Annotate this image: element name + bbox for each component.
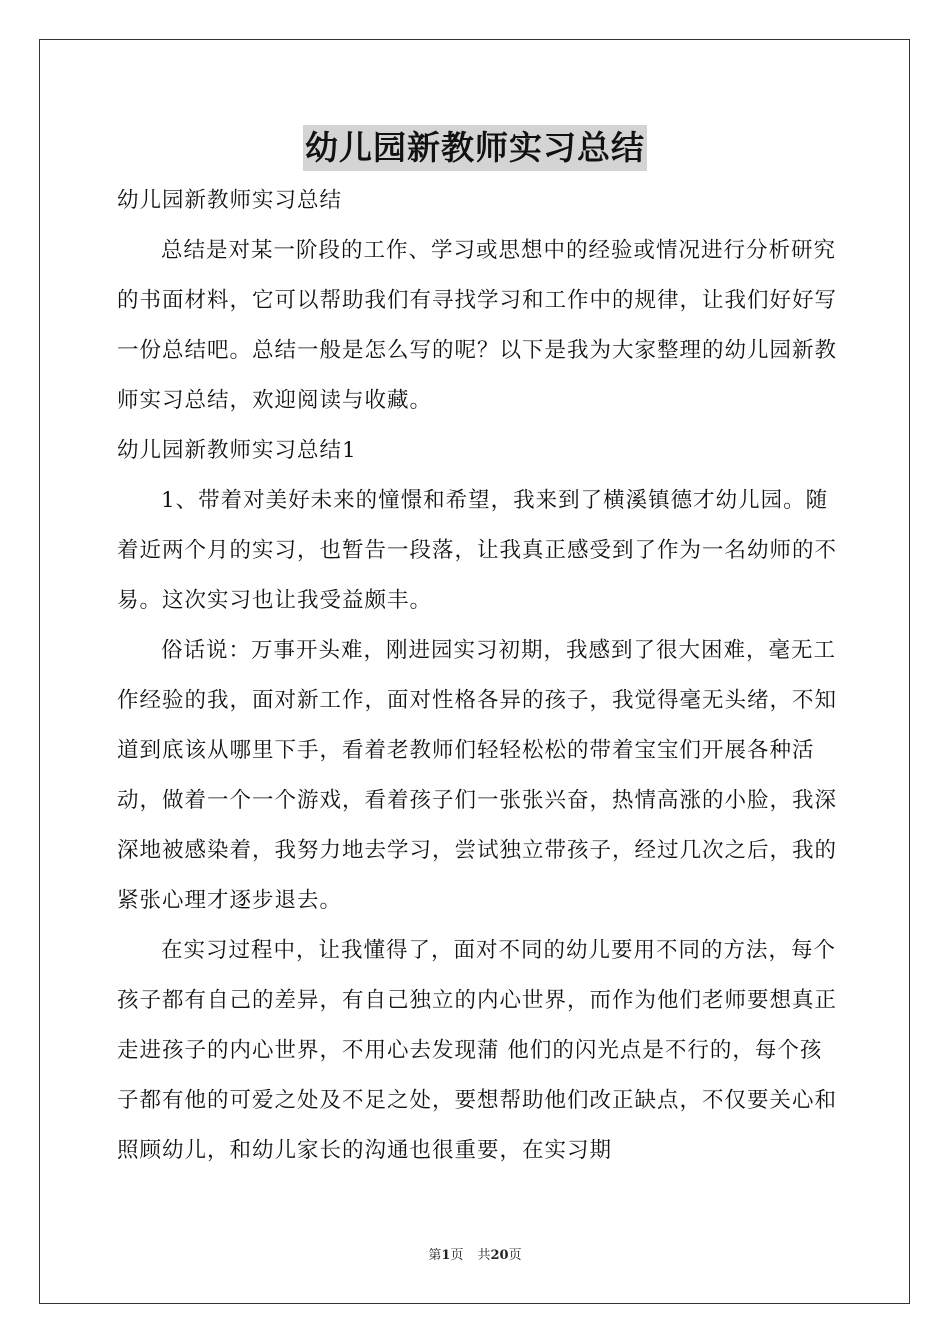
footer-page-suffix: 页 xyxy=(450,1248,464,1263)
footer-page-number: 1 xyxy=(441,1248,451,1263)
page-footer xyxy=(0,1247,950,1265)
paragraph-section-heading: 幼儿园新教师实习总结1 xyxy=(117,438,357,463)
footer-total-suffix: 页 xyxy=(508,1248,522,1263)
document-title xyxy=(0,124,950,172)
paragraph-body-3: 在实习过程中，让我懂得了，面对不同的幼儿要用不同的方法，每个孩子都有自己的差异，有自己独立的内心世界，而作为他们老师要想真正走进孩子的内心世界，不用心去发现蒲 他们的闪光点是不行的，每个孩子都有他的可爱之处及不足之处，要想帮助他们改正缺点，不仅要关心和照顾幼儿，和幼儿家长的沟通也很重要，在实习期 xyxy=(117,938,838,1163)
paragraph-subtitle: 幼儿园新教师实习总结 xyxy=(117,188,343,213)
document-title-text: 幼儿园新教师实习总结 xyxy=(303,125,647,171)
paragraph-body-2: 俗话说：万事开头难，刚进园实习初期，我感到了很大困难，毫无工作经验的我，面对新工作，面对性格各异的孩子，我觉得毫无头绪，不知道到底该从哪里下手，看着老教师们轻轻松松的带着宝宝们开展各种活动，做着一个一个游戏，看着孩子们一张张兴奋，热情高涨的小脸，我深深地被感染着，我努力地去学习，尝试独立带孩子，经过几次之后，我的紧张心理才逐步退去。 xyxy=(117,638,838,913)
paragraph-intro: 总结是对某一阶段的工作、学习或思想中的经验或情况进行分析研究的书面材料，它可以帮助我们有寻找学习和工作中的规律，让我们好好写一份总结吧。总结一般是怎么写的呢？以下是我为大家整理的幼儿园新教师实习总结，欢迎阅读与收藏。 xyxy=(117,238,838,413)
footer-total-prefix: 共 xyxy=(477,1248,491,1263)
footer-total-pages: 20 xyxy=(490,1248,509,1263)
paragraph-body-1: 1、带着对美好未来的憧憬和希望，我来到了横溪镇德才幼儿园。随着近两个月的实习，也暂告一段落，让我真正感受到了作为一名幼师的不易。这次实习也让我受益颇丰。 xyxy=(117,488,838,613)
footer-page-prefix: 第 xyxy=(428,1248,442,1263)
document-body xyxy=(117,176,841,1176)
